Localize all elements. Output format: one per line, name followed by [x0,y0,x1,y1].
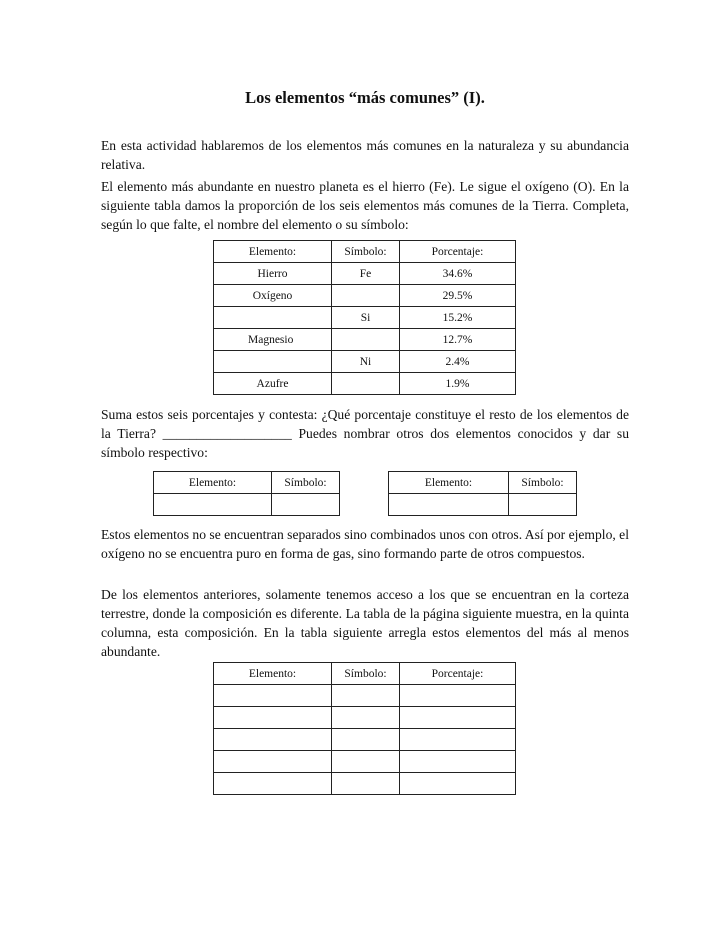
table-row [214,285,516,307]
header-simbolo: Símbolo: [332,241,400,263]
other-elements-table-right [388,471,577,516]
percentage-cell: 34.6% [400,263,516,285]
element-input-cell[interactable] [154,494,272,516]
percentage-cell: 12.7% [400,329,516,351]
header-simbolo: Símbolo: [272,472,340,494]
percentage-cell: 1.9% [400,373,516,395]
symbol-input-cell[interactable] [332,751,400,773]
symbol-input-cell[interactable] [332,773,400,795]
percentage-cell: 2.4% [400,351,516,373]
table-row [214,685,516,707]
symbol-cell[interactable] [332,329,400,351]
paragraph-instructions: El elemento más abundante en nuestro planeta es el hierro (Fe). Le sigue el oxígeno (O). En la siguiente tabla damos la proporción de los seis elementos más comunes de la Tierra. Completa, según lo que falte, el nombre del elemento o su símbolo: [101,179,629,232]
element-input-cell[interactable] [214,729,332,751]
table-header-row [214,241,516,263]
table-row [214,263,516,285]
header-porcentaje: Porcentaje: [400,241,516,263]
percentage-input-cell[interactable] [400,773,516,795]
symbol-cell: Fe [332,263,400,285]
header-elemento: Elemento: [214,663,332,685]
element-cell: Magnesio [214,329,332,351]
element-input-cell[interactable] [214,685,332,707]
header-elemento: Elemento: [154,472,272,494]
table-header-row [389,472,577,494]
percentage-input-cell[interactable] [400,729,516,751]
table-row [389,494,577,516]
percentage-input-cell[interactable] [400,707,516,729]
symbol-cell[interactable] [332,285,400,307]
symbol-input-cell[interactable] [332,685,400,707]
paragraph-crust: De los elementos anteriores, solamente tenemos acceso a los que se encuentran en la corteza terrestre, donde la composición es diferente. La tabla de la página siguiente muestra, en la quinta columna, esta composición. En la tabla siguiente arregla estos elementos del más al menos abundante. [101,587,629,659]
element-cell: Hierro [214,263,332,285]
table-row [214,351,516,373]
element-cell[interactable] [214,307,332,329]
element-input-cell[interactable] [214,773,332,795]
table-row [214,729,516,751]
table-header-row [214,663,516,685]
table-row [214,373,516,395]
symbol-cell[interactable] [332,373,400,395]
table-row [214,751,516,773]
table-row [214,707,516,729]
sorting-table [213,662,516,795]
percentage-input-cell[interactable] [400,751,516,773]
symbol-cell: Si [332,307,400,329]
element-cell[interactable] [214,351,332,373]
header-simbolo: Símbolo: [332,663,400,685]
header-elemento: Elemento: [389,472,509,494]
element-input-cell[interactable] [214,707,332,729]
header-simbolo: Símbolo: [509,472,577,494]
other-elements-table-left [153,471,340,516]
element-cell: Azufre [214,373,332,395]
symbol-input-cell[interactable] [332,707,400,729]
paragraph-compounds: Estos elementos no se encuentran separados sino combinados unos con otros. Así por ejemplo, el oxígeno no se encuentra puro en forma de gas, sino formando parte de otros compuestos. [101,527,629,561]
table-row [214,773,516,795]
table-row [154,494,340,516]
paragraph-intro: En esta actividad hablaremos de los elementos más comunes en la naturaleza y su abundancia relativa. [101,138,629,172]
table-row [214,329,516,351]
symbol-cell: Ni [332,351,400,373]
header-elemento: Elemento: [214,241,332,263]
table-row [214,307,516,329]
table-header-row [154,472,340,494]
page-title: Los elementos “más comunes” (I). [245,88,485,107]
symbol-input-cell[interactable] [332,729,400,751]
symbol-input-cell[interactable] [509,494,577,516]
paragraph-question: Suma estos seis porcentajes y contesta: ¿Qué porcentaje constituye el resto de los elementos de la Tierra? ___________________ Puedes nombrar otros dos elementos conocidos y dar su símbolo respectivo: [101,407,629,460]
element-input-cell[interactable] [389,494,509,516]
elements-table [213,240,516,395]
percentage-input-cell[interactable] [400,685,516,707]
symbol-input-cell[interactable] [272,494,340,516]
header-porcentaje: Porcentaje: [400,663,516,685]
percentage-cell: 29.5% [400,285,516,307]
element-cell: Oxígeno [214,285,332,307]
element-input-cell[interactable] [214,751,332,773]
percentage-cell: 15.2% [400,307,516,329]
